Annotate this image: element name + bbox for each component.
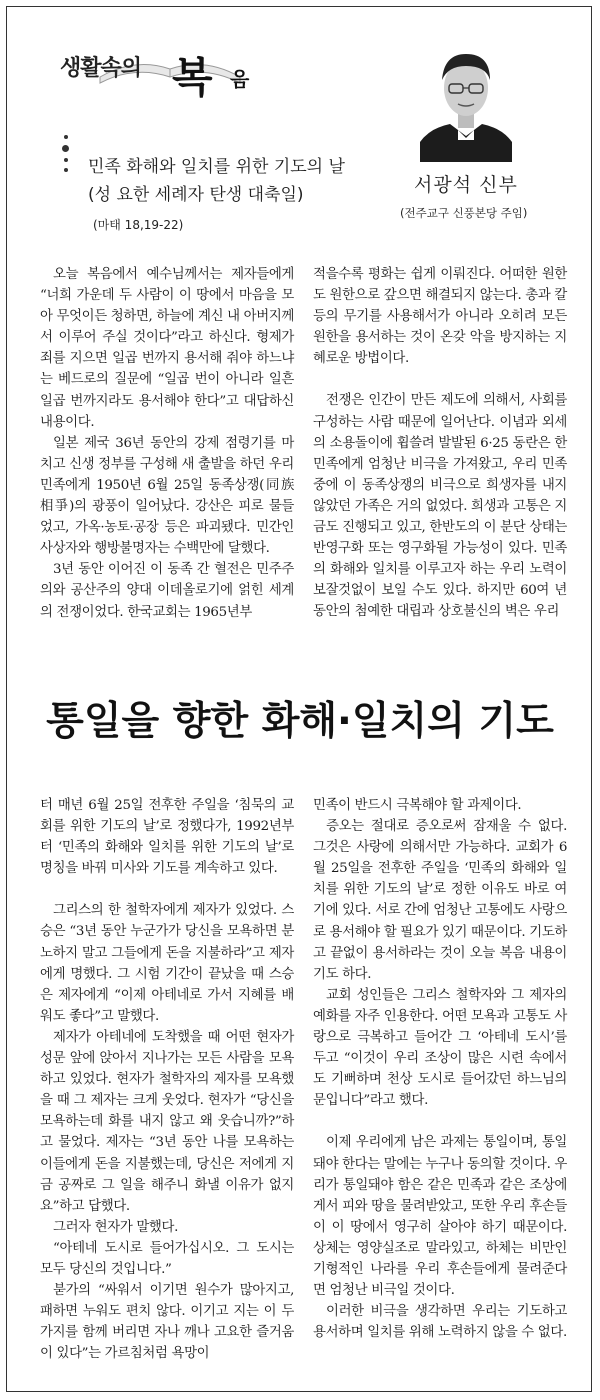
author-role: (전주교구 신풍본당 주임) bbox=[400, 206, 528, 220]
subtitle-line-2: (성 요한 세례자 탄생 대축일) bbox=[88, 185, 304, 205]
article-column-3 bbox=[40, 795, 294, 1364]
paragraph: “아테네 도시로 들어가십시오. 그 도시는 모두 당신의 것입니다.” bbox=[40, 1240, 294, 1277]
paragraph: 전쟁은 인간이 만든 제도에 의해서, 사회를 구성하는 사람 때문에 일어난다. 이념과 외세의 소용돌이에 휩쓸려 발발된 6·25 동란은 한민족에게 엄청난 비극을 가져왔고, 우리 민족 중에 이 동족상쟁의 비극으로 희생자를 내지 않았던 가족은 거의 없었다. 희생과 고통은 지금도 진행되고 있고, 한반도의 이 분단 상태는 반영구화 또는 영구화될 가능성이 있다. 민족의 화해와 일치를 이루고자 하는 우리 노력이 보잘것없이 보일 수도 있다. 하지만 60여 년 동안의 첨예한 대립과 상호불신의 벽은 우리 bbox=[313, 393, 567, 620]
logo-small-text: 생활속의 bbox=[60, 56, 142, 81]
article-headline: 통일을 향한 화해·일치의 기도 bbox=[46, 699, 554, 744]
paragraph: 터 매년 6월 25일 전후한 주일을 ‘침묵의 교회를 위한 기도의 날’로 정했다가, 1992년부터 ‘민족의 화해와 일치를 위한 기도의 날’로 명칭을 바꿔 미사와 기도를 계속하고 있다. bbox=[40, 798, 294, 877]
paragraph: 오늘 복음에서 예수님께서는 제자들에게 “너희 가운데 두 사람이 이 땅에서 마음을 모아 무엇이든 청하면, 하늘에 계신 내 아버지께서 이루어 주실 것이다”라고 하신다. 형제가 죄를 지으면 일곱 번까지 용서해 줘야 하느냐는 베드로의 질문에 “일곱 번이 아니라 일흔일곱 번까지라도 용서해야 한다”고 대답하신 내용이다. bbox=[40, 267, 294, 430]
paragraph: 교회 성인들은 그리스 철학자와 그 제자의 예화를 자주 인용한다. 어떤 모욕과 고통도 사랑으로 극복하고 들어간 그 ‘아테네 도시’를 두고 “이것이 우리 조상이 많은 시련 속에서도 기뻐하며 천상 도시로 들어갔던 하느님의 문입니다”라고 했다. bbox=[313, 987, 567, 1109]
paragraph: 이러한 비극을 생각하면 우리는 기도하고 용서하며 일치를 위해 노력하지 않을 수 없다. bbox=[313, 1304, 567, 1341]
paragraph: 민족이 반드시 극복해야 할 과제이다. bbox=[313, 798, 522, 813]
paragraph: 일본 제국 36년 동안의 강제 점령기를 마치고 신생 정부를 구성해 새 출발을 하던 우리 민족에게 1950년 6월 25일 동족상쟁(同族相爭)의 광풍이 일어났다. 강산은 피로 물들었고, 가옥·농토·공장 등은 파괴됐다. 민간인 사상자와 행방불명자는 수백만에 달했다. bbox=[40, 435, 294, 557]
article-column-4 bbox=[313, 795, 567, 1343]
paragraph: 이제 우리에게 남은 과제는 통일이며, 통일돼야 한다는 말에는 누구나 동의할 것이다. 우리가 통일돼야 함은 같은 민족과 같은 조상에게서 피와 땅을 물려받았고, 또한 우리 후손들이 이 땅에서 영구히 살아야 하기 때문이다. 상체는 영양실조로 말라있고, 하체는 비만인 기형적인 나라를 우리 후손들에게 물려준다면 엄청난 비극일 것이다. bbox=[313, 1135, 567, 1299]
article-column-2 bbox=[313, 264, 567, 623]
scripture-reference: (마태 18,19-22) bbox=[93, 218, 184, 232]
paragraph: 그리스의 한 철학자에게 제자가 있었다. 스승은 “3년 동안 누군가가 당신을 모욕하면 분노하지 말고 그들에게 돈을 지불하라”고 제자에게 명했다. 그 시험 기간이 끝났을 때 스승은 제자에게 “이제 아테네로 가서 지혜를 배워도 좋다”고 말했다. bbox=[40, 903, 294, 1024]
author-portrait bbox=[420, 40, 512, 162]
logo-big-text: 복 bbox=[172, 53, 213, 102]
decorative-dots bbox=[60, 135, 74, 185]
column-logo bbox=[60, 45, 260, 115]
paragraph: 3년 동안 이어진 이 동족 간 혈전은 민주주의와 공산주의 양대 이데올로기에 얽힌 세계의 전쟁이었다. 한국교회는 1965년부 bbox=[40, 562, 294, 620]
subtitle-line-1: 민족 화해와 일치를 위한 기도의 날 bbox=[88, 157, 345, 177]
logo-big-text-2: 음 bbox=[230, 67, 250, 91]
paragraph: 그러자 현자가 말했다. bbox=[53, 1219, 178, 1235]
article-column-1 bbox=[40, 264, 294, 623]
paragraph: 제자가 아테네에 도착했을 때 어떤 현자가 성문 앞에 앉아서 지나가는 모든 사람을 모욕하고 있었다. 현자가 철학자의 제자를 모욕했을 때 그 제자는 크게 웃었다. 현자가 “당신을 모욕하는데 화를 내지 않고 왜 웃습니까?”하고 물었다. 제자는 “3년 동안 나를 모욕하는 이들에게 돈을 지불했는데, 당신은 저에게 지금 공짜로 그 일을 해주니 화낼 이유가 없지요”하고 답했다. bbox=[40, 1029, 294, 1214]
paragraph: 증오는 절대로 증오로써 잠재울 수 없다. 그것은 사랑에 의해서만 가능하다. 교회가 6월 25일을 전후한 주일을 ‘민족의 화해와 일치를 위한 기도의 날’로 정한 이유도 바로 여기에 있다. 서로 간에 엄청난 고통에도 사랑으로 용서해야 할 필요가 있기 때문이다. 기도하고 끝없이 용서하라는 것이 오늘 복음 내용이기도 하다. bbox=[313, 819, 567, 982]
author-name: 서광석 신부 bbox=[414, 174, 518, 196]
paragraph: 적을수록 평화는 쉽게 이뤄진다. 어떠한 원한도 원한으로 갚으면 해결되지 않는다. 총과 칼 등의 무기를 사용해서가 아니라 오히려 모든 원한을 용서하는 것이 온갖 악을 방지하는 지혜로운 방법이다. bbox=[313, 267, 567, 367]
paragraph: 붇가의 “싸워서 이기면 원수가 많아지고, 패하면 누워도 편치 않다. 이기고 지는 이 두 가지를 함께 버리면 자나 깨나 고요한 즐거움이 있다”는 가르침처럼 욕망이 bbox=[40, 1283, 294, 1362]
